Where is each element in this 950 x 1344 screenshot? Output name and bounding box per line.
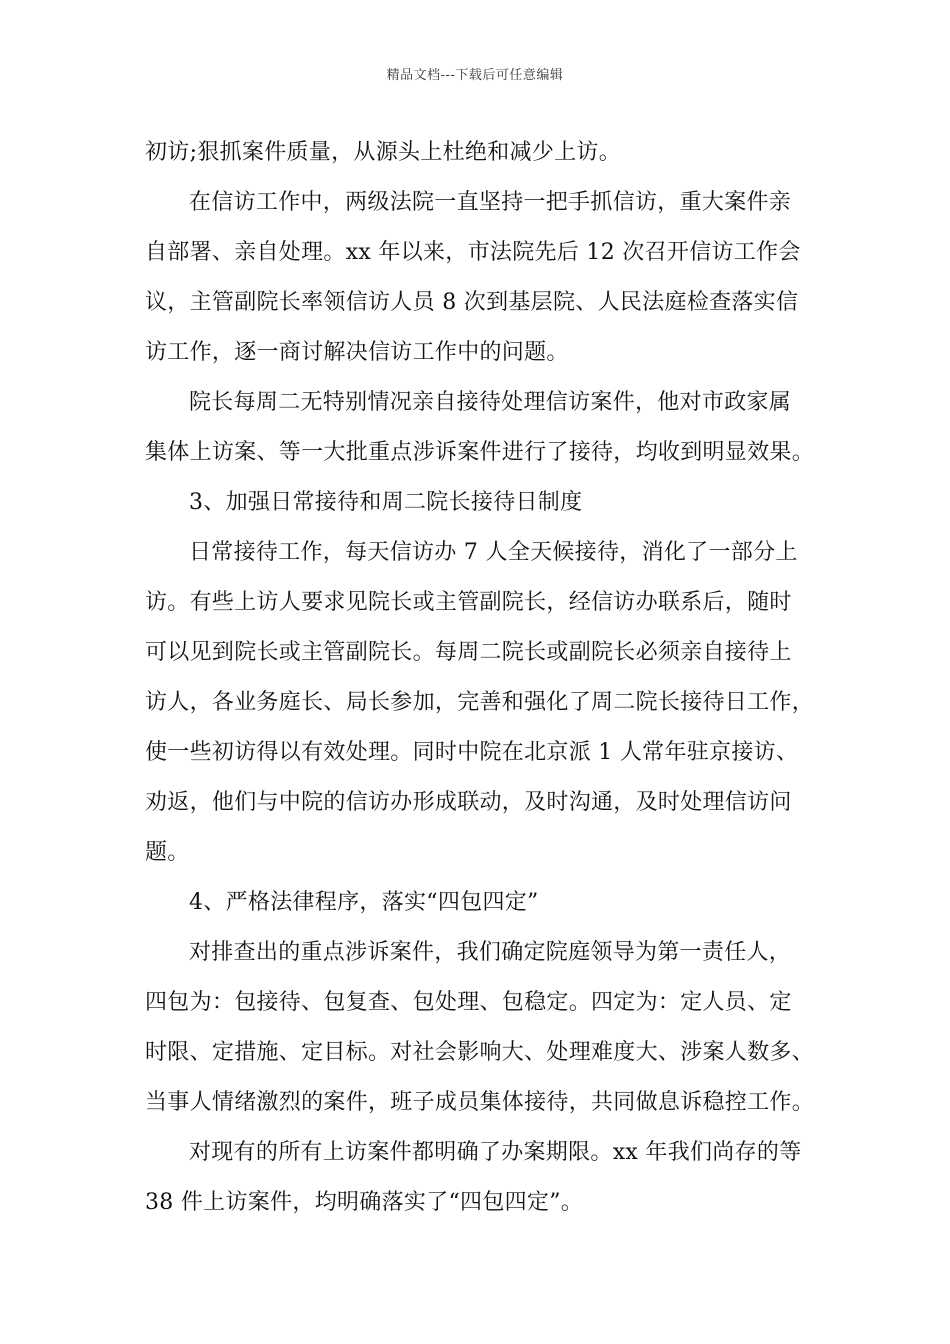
text-line: 38 件上访案件，均明确落实了“四包四定”。 [145,1190,584,1215]
section-heading: 3、加强日常接待和周二院长接待日制度 [189,490,583,515]
text-line: 议，主管副院长率领信访人员 8 次到基层院、人民法庭检查落实信 [145,290,799,315]
text-line: 在信访工作中，两级法院一直坚持一把手抓信访，重大案件亲 [189,190,792,215]
text-line: 对排查出的重点涉诉案件，我们确定院庭领导为第一责任人， [189,940,792,965]
text-line: 访工作，逐一商讨解决信访工作中的问题。 [145,340,569,365]
text-line: 自部署、亲自处理。xx 年以来，市法院先后 12 次召开信访工作会 [145,240,801,265]
section-heading: 4、严格法律程序，落实“四包四定” [189,890,539,915]
text-line: 初访;狠抓案件质量，从源头上杜绝和减少上访。 [145,140,622,165]
text-line: 四包为：包接待、包复查、包处理、包稳定。四定为：定人员、定 [145,990,792,1015]
text-line: 劝返，他们与中院的信访办形成联动，及时沟通，及时处理信访问 [145,790,792,815]
text-line: 可以见到院长或主管副院长。每周二院长或副院长必须亲自接待上 [145,640,792,665]
text-line: 时限、定措施、定目标。对社会影响大、处理难度大、涉案人数多、 [145,1040,815,1065]
document-body [145,128,815,1228]
text-line: 使一些初访得以有效处理。同时中院在北京派 1 人常年驻京接访、 [145,740,799,765]
text-line: 日常接待工作，每天信访办 7 人全天候接待，消化了一部分上 [189,540,798,565]
text-line: 当事人情绪激烈的案件，班子成员集体接待，共同做息诉稳控工作。 [145,1090,815,1115]
text-line: 集体上访案、等一大批重点涉诉案件进行了接待，均收到明显效果。 [145,440,815,465]
text-line: 访人，各业务庭长、局长参加，完善和强化了周二院长接待日工作， [145,690,815,715]
page-header: 精品文档---下载后可任意编辑 [386,68,564,83]
text-line: 访。有些上访人要求见院长或主管副院长，经信访办联系后，随时 [145,590,792,615]
text-line: 院长每周二无特别情况亲自接待处理信访案件，他对市政家属 [189,390,792,415]
text-line: 题。 [145,840,190,865]
text-line: 对现有的所有上访案件都明确了办案期限。xx 年我们尚存的等 [189,1140,802,1165]
